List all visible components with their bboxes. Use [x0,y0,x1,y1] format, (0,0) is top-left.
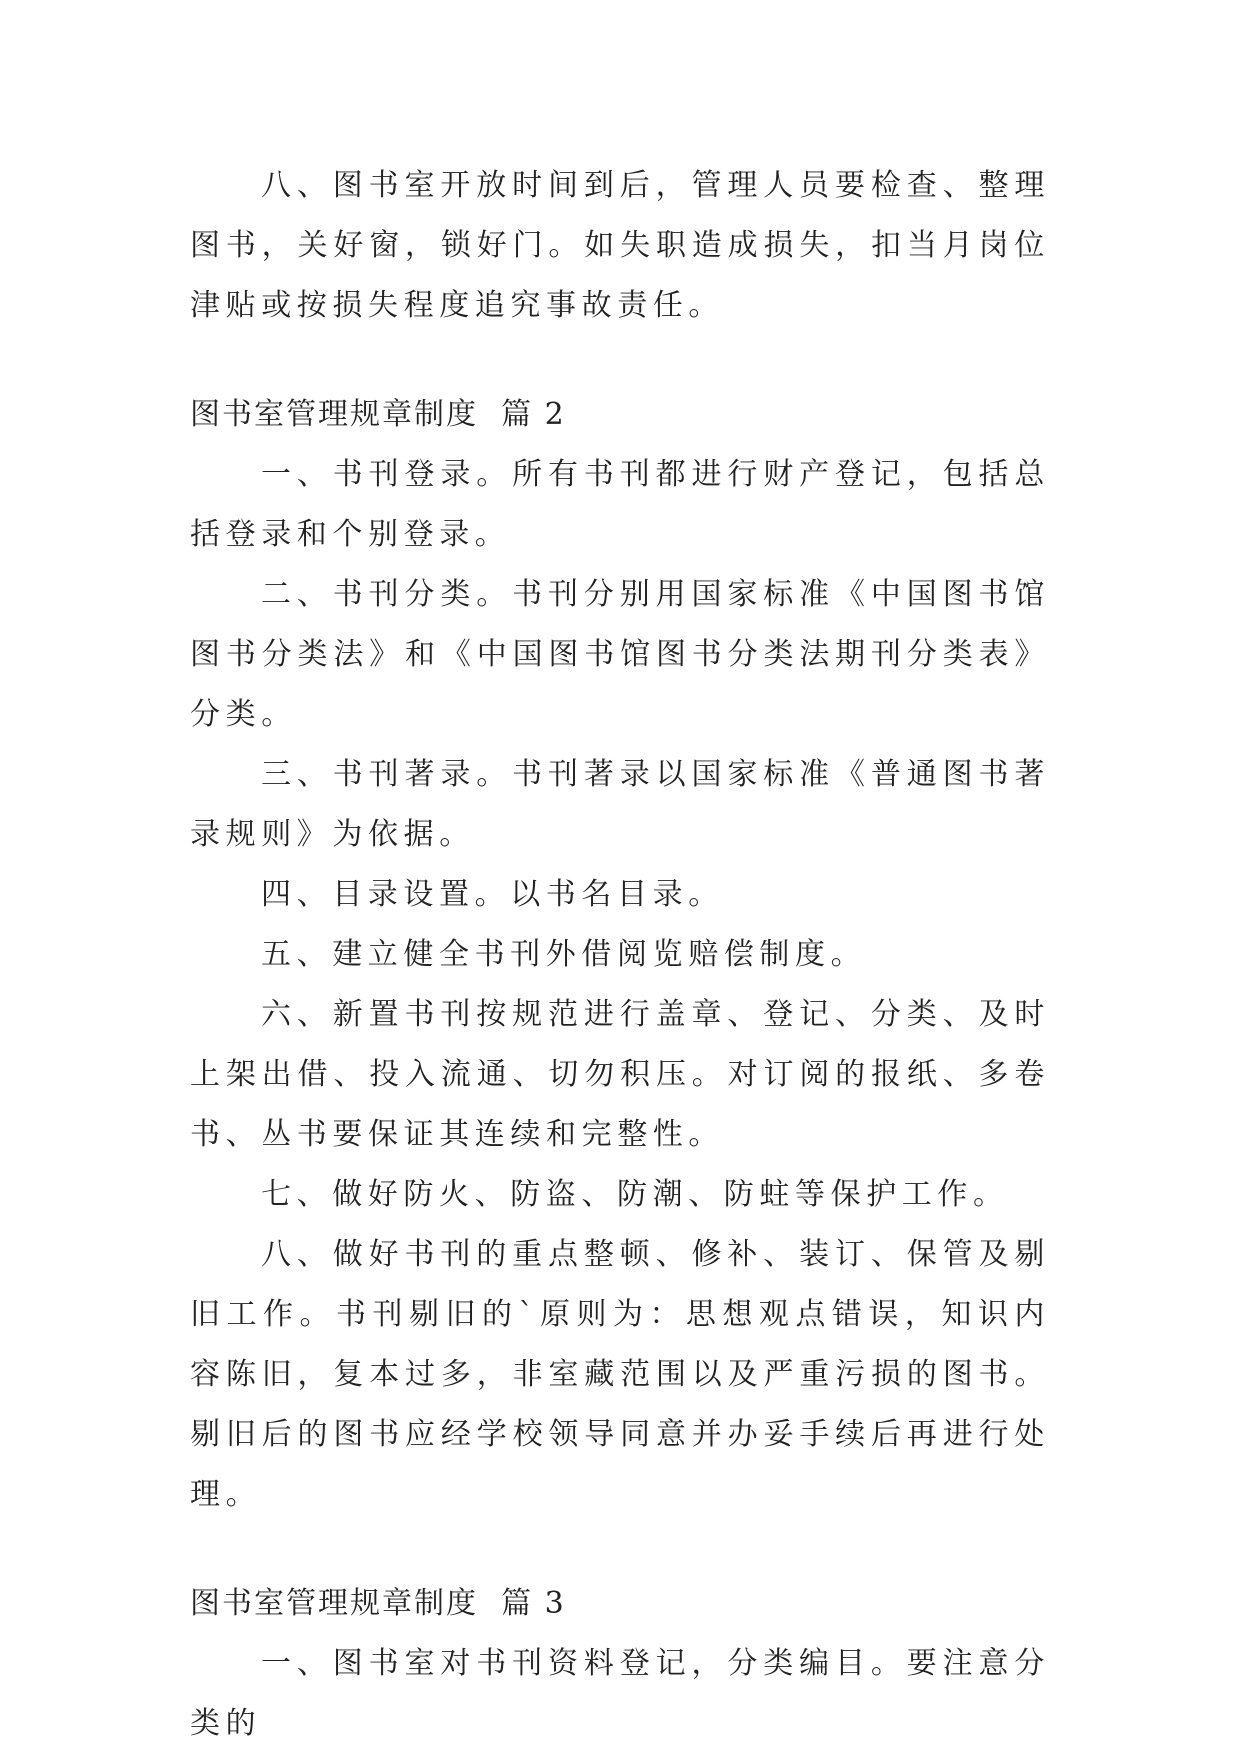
paragraph-section2-item6: 六、新置书刊按规范进行盖章、登记、分类、及时上架出借、投入流通、切勿积压。对订阅的报纸、多卷书、丛书要保证其连续和完整性。 [190,997,1050,1152]
paragraph-section2-item1: 一、书刊登录。所有书刊都进行财产登记，包括总括登录和个别登录。 [190,457,1050,552]
paragraph-section2-item2: 二、书刊分类。书刊分别用国家标准《中国图书馆图书分类法》和《中国图书馆图书分类法期刊分类表》分类。 [190,577,1050,732]
paragraph-section2-item5: 五、建立健全书刊外借阅览赔偿制度。 [261,937,867,972]
section-gap [190,336,1050,385]
paragraph-section1-item8: 八、图书室开放时间到后，管理人员要检查、整理图书，关好窗，锁好门。如失职造成损失，扣当月岗位津贴或按损失程度追究事故责任。 [190,168,1050,323]
paragraph-section2-item7: 七、做好防火、防盗、防潮、防蛀等保护工作。 [261,1177,1009,1212]
paragraph-section2-item3: 三、书刊著录。书刊著录以国家标准《普通图书著录规则》为依据。 [190,757,1050,852]
paragraph-section2-item4: 四、目录设置。以书名目录。 [261,877,724,912]
paragraph-section2-item8: 八、做好书刊的重点整顿、修补、装订、保管及剔旧工作。书刊剔旧的`原则为：思想观点错误，知识内容陈旧，复本过多，非室藏范围以及严重污损的图书。剔旧后的图书应经学校领导同意并办妥手续后再进行处理。 [190,1237,1050,1512]
text-column [190,156,1050,1754]
section-heading-3: 图书室管理规章制度 篇 3 [190,1586,566,1621]
paragraph-section3-item1: 一、图书室对书刊资料登记，分类编目。要注意分类的 [190,1646,1050,1741]
section-gap [190,1525,1050,1574]
section-heading-2: 图书室管理规章制度 篇 2 [190,397,566,432]
